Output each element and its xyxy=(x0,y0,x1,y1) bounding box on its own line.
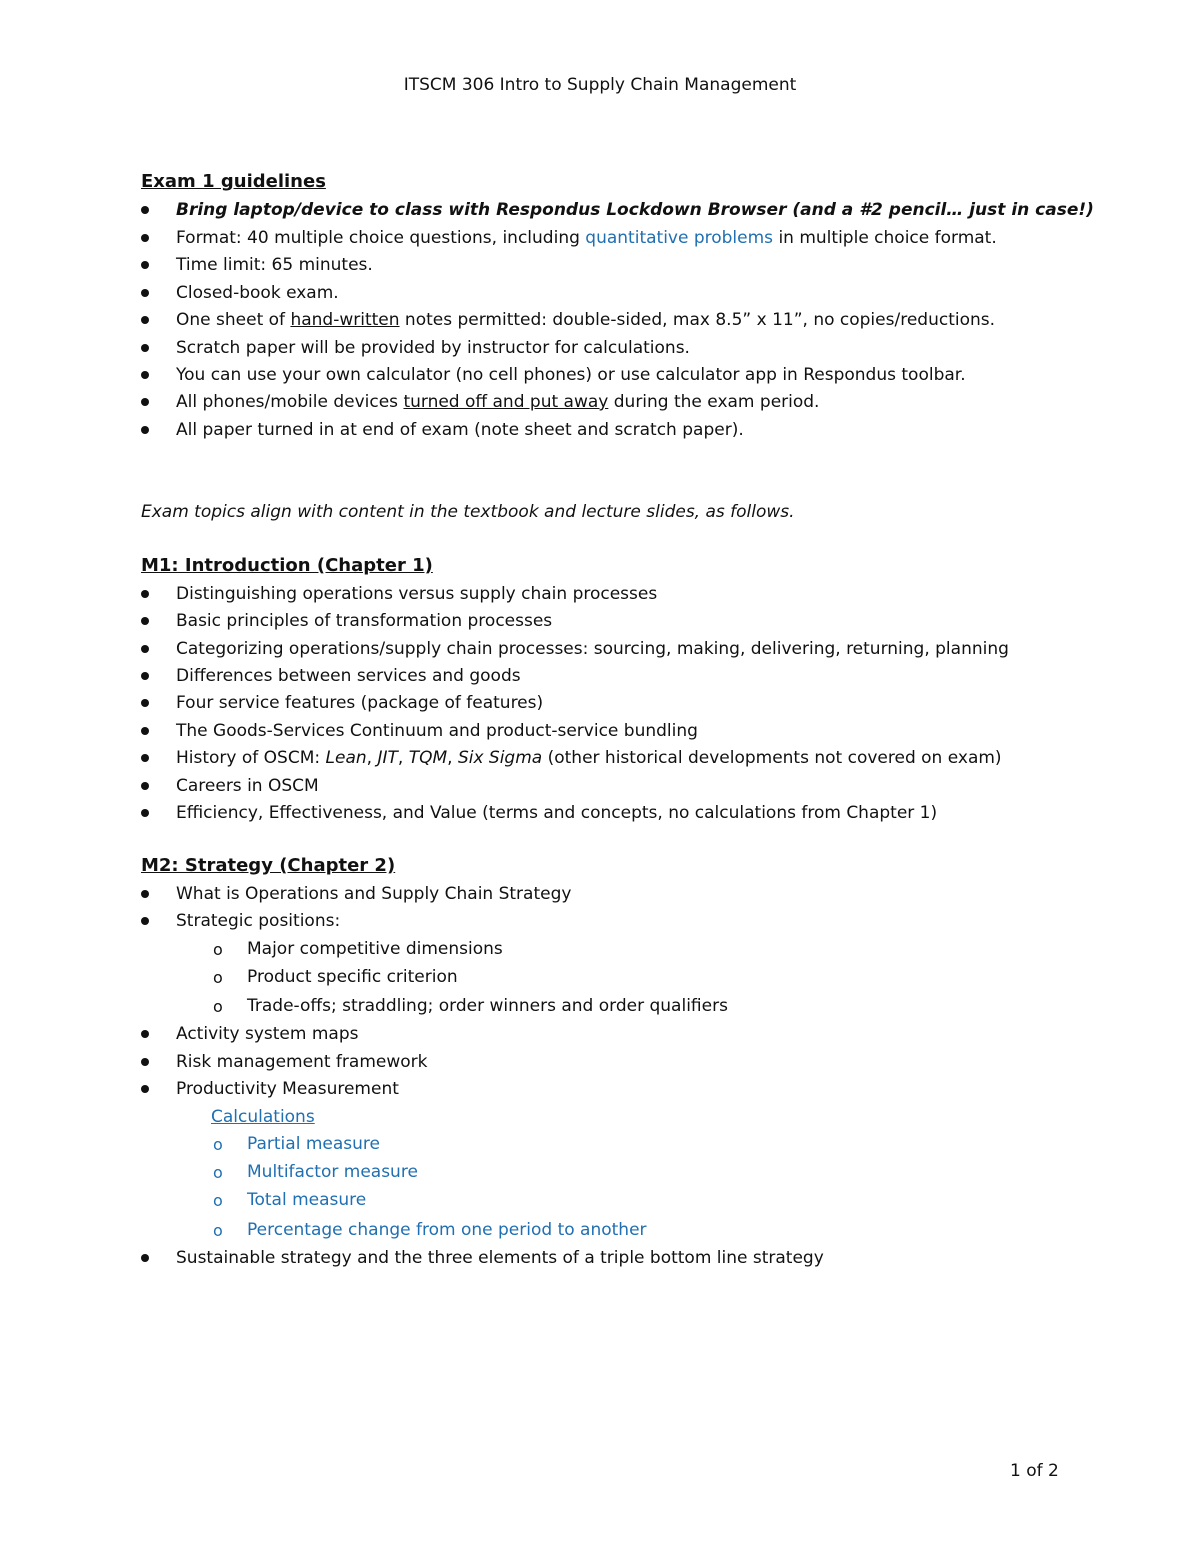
sub-bullet-icon: o xyxy=(213,1163,223,1182)
guideline-item-paper-turned-in: All paper turned in at end of exam (note sheet and scratch paper). xyxy=(176,420,744,440)
sub-bullet-icon: o xyxy=(213,997,223,1016)
m2-subitem: Major competitive dimensions xyxy=(247,939,503,959)
m2-item: Strategic positions: xyxy=(176,911,341,931)
page-number: 1 of 2 xyxy=(1010,1461,1059,1481)
m2-item: Sustainable strategy and the three elements of a triple bottom line strategy xyxy=(176,1248,824,1268)
m1-item: Distinguishing operations versus supply chain processes xyxy=(176,584,658,604)
m1-item: The Goods-Services Continuum and product-service bundling xyxy=(176,721,698,741)
m1-item: Careers in OSCM xyxy=(176,776,319,796)
bullet-icon xyxy=(141,371,149,379)
bullet-icon xyxy=(141,344,149,352)
calculations-label: Calculations xyxy=(211,1107,315,1127)
m2-heading: M2: Strategy (Chapter 2) xyxy=(141,855,396,876)
page-header: ITSCM 306 Intro to Supply Chain Management xyxy=(403,75,797,95)
guideline-item-scratch-paper: Scratch paper will be provided by instructor for calculations. xyxy=(176,338,690,358)
bullet-icon xyxy=(141,261,149,269)
m2-item: Risk management framework xyxy=(176,1052,428,1072)
guideline-item-calculator: You can use your own calculator (no cell phones) or use calculator app in Respondus toolbar. xyxy=(176,365,966,385)
guideline-item-format: Format: 40 multiple choice questions, including quantitative problems in multiple choice format. xyxy=(176,228,997,248)
bullet-icon xyxy=(141,782,149,790)
bullet-icon xyxy=(141,234,149,242)
m1-item: Efficiency, Effectiveness, and Value (terms and concepts, no calculations from Chapter 1) xyxy=(176,803,938,823)
quantitative-problems-highlight: quantitative problems xyxy=(585,228,774,248)
guideline-item-notes: One sheet of hand-written notes permitted: double-sided, max 8.5” x 11”, no copies/reductions. xyxy=(176,310,996,330)
topics-intro: Exam topics align with content in the textbook and lecture slides, as follows. xyxy=(141,502,795,522)
sub-bullet-icon: o xyxy=(213,1135,223,1154)
sub-bullet-icon: o xyxy=(213,1191,223,1210)
bullet-icon xyxy=(141,398,149,406)
guidelines-heading: Exam 1 guidelines xyxy=(141,171,326,192)
guideline-item-closed-book: Closed-book exam. xyxy=(176,283,339,303)
bullet-icon xyxy=(141,316,149,324)
m2-item: Productivity Measurement xyxy=(176,1079,399,1099)
m1-item: Basic principles of transformation processes xyxy=(176,611,553,631)
bullet-icon xyxy=(141,917,149,925)
guideline-item-laptop: Bring laptop/device to class with Respondus Lockdown Browser (and a #2 pencil… just in case!) xyxy=(176,200,1094,220)
bullet-icon xyxy=(141,206,149,214)
m2-calc-item: Percentage change from one period to another xyxy=(247,1220,647,1240)
m1-item-history: History of OSCM: Lean, JIT, TQM, Six Sigma (other historical developments not covered on exam) xyxy=(176,748,1002,768)
bullet-icon xyxy=(141,809,149,817)
m1-item: Differences between services and goods xyxy=(176,666,521,686)
bullet-icon xyxy=(141,754,149,762)
m2-calc-item: Partial measure xyxy=(247,1134,380,1154)
bullet-icon xyxy=(141,590,149,598)
m2-subitem: Trade-offs; straddling; order winners and order qualifiers xyxy=(247,996,728,1016)
bullet-icon xyxy=(141,1030,149,1038)
m2-calc-item: Multifactor measure xyxy=(247,1162,418,1182)
guideline-item-time-limit: Time limit: 65 minutes. xyxy=(176,255,373,275)
m2-item: Activity system maps xyxy=(176,1024,359,1044)
bullet-icon xyxy=(141,289,149,297)
m2-subitem: Product specific criterion xyxy=(247,967,458,987)
m1-heading: M1: Introduction (Chapter 1) xyxy=(141,555,433,576)
bullet-icon xyxy=(141,1254,149,1262)
bullet-icon xyxy=(141,1085,149,1093)
m2-calc-item: Total measure xyxy=(247,1190,367,1210)
m1-item: Categorizing operations/supply chain processes: sourcing, making, delivering, returning, planning xyxy=(176,639,1009,659)
sub-bullet-icon: o xyxy=(213,1221,223,1240)
bullet-icon xyxy=(141,426,149,434)
guideline-item-phones: All phones/mobile devices turned off and put away during the exam period. xyxy=(176,392,820,412)
bullet-icon xyxy=(141,617,149,625)
bullet-icon xyxy=(141,890,149,898)
m2-item: What is Operations and Supply Chain Strategy xyxy=(176,884,572,904)
bullet-icon xyxy=(141,1058,149,1066)
bullet-icon xyxy=(141,727,149,735)
bullet-icon xyxy=(141,645,149,653)
bullet-icon xyxy=(141,699,149,707)
m1-item: Four service features (package of features) xyxy=(176,693,544,713)
sub-bullet-icon: o xyxy=(213,968,223,987)
sub-bullet-icon: o xyxy=(213,940,223,959)
bullet-icon xyxy=(141,672,149,680)
